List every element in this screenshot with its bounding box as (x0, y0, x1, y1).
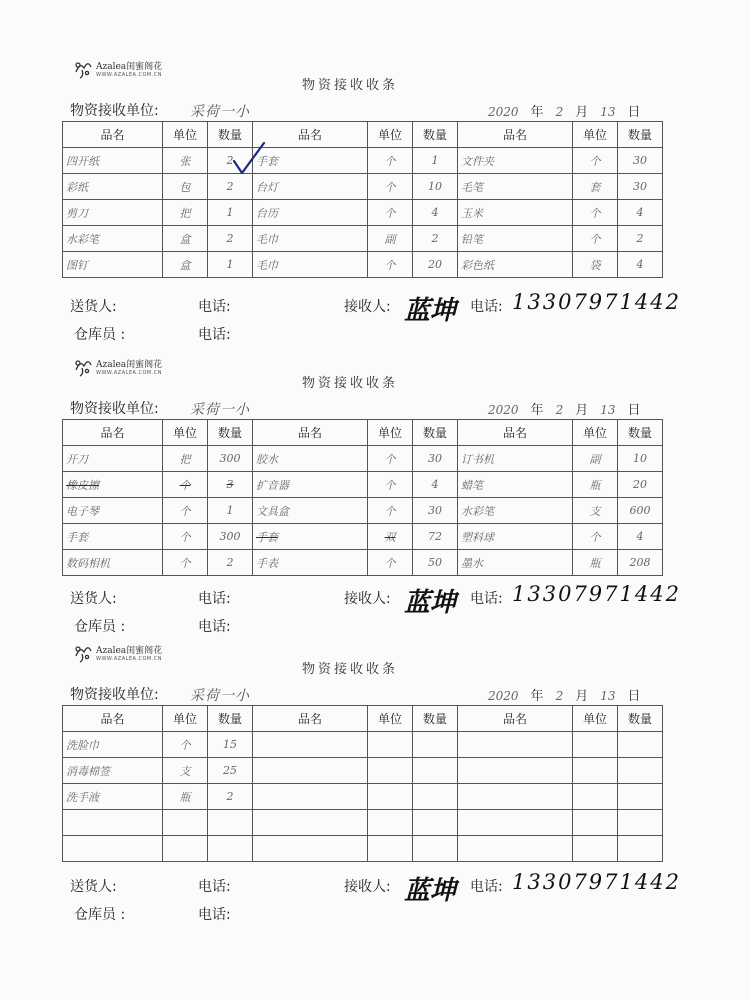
table-cell: 2 (208, 174, 253, 200)
warehouse-keeper-label: 仓库员 : (74, 619, 126, 635)
receiver-phone-number: 13307971442 (512, 870, 681, 894)
table-row (63, 446, 663, 472)
sender-label: 送货人: (70, 879, 117, 895)
table-cell (618, 784, 663, 810)
column-header: 单位 (163, 420, 208, 446)
table-header-row (63, 706, 663, 732)
column-header: 数量 (618, 706, 663, 732)
table-cell: 台灯 (253, 174, 368, 200)
table-cell (253, 758, 368, 784)
table-cell: 个 (573, 524, 618, 550)
table-cell: 洗脸巾 (63, 732, 163, 758)
table-cell: 塑料球 (458, 524, 573, 550)
column-header: 单位 (573, 706, 618, 732)
brand-logo-name: Azalea闺蜜阁花 (96, 62, 163, 72)
table-cell: 副 (573, 446, 618, 472)
table-cell: 1 (413, 148, 458, 174)
column-header: 品名 (63, 420, 163, 446)
date-m-char: 月 (575, 689, 589, 704)
date-y-char: 年 (530, 689, 544, 704)
checkmark-icon (232, 141, 266, 181)
column-header: 数量 (413, 706, 458, 732)
table-cell: 电子琴 (63, 498, 163, 524)
table-cell: 4 (618, 200, 663, 226)
table-cell: 个 (573, 226, 618, 252)
table-cell: 25 (208, 758, 253, 784)
table-cell: 15 (208, 732, 253, 758)
table-cell: 图钉 (63, 252, 163, 278)
brand-logo-name: Azalea闺蜜阁花 (96, 646, 163, 656)
table-cell (163, 836, 208, 862)
date-year: 2020 (488, 403, 519, 417)
table-cell: 支 (163, 758, 208, 784)
table-cell: 扩音器 (253, 472, 368, 498)
table-cell: 四开纸 (63, 148, 163, 174)
column-header: 数量 (413, 420, 458, 446)
table-cell: 订书机 (458, 446, 573, 472)
table-cell: 数码相机 (63, 550, 163, 576)
table-row (63, 498, 663, 524)
table-cell: 30 (413, 446, 458, 472)
table-cell (413, 784, 458, 810)
table-cell (458, 732, 573, 758)
table-cell: 4 (618, 524, 663, 550)
column-header: 数量 (413, 122, 458, 148)
table-cell: 1 (208, 498, 253, 524)
table-cell: 个 (163, 550, 208, 576)
table-cell: 600 (618, 498, 663, 524)
table-cell: 个 (368, 252, 413, 278)
table-row (63, 732, 663, 758)
column-header: 数量 (618, 122, 663, 148)
table-cell: 消毒棉签 (63, 758, 163, 784)
table-cell: 个 (368, 200, 413, 226)
table-cell: 毛笔 (458, 174, 573, 200)
form-title: 物资接收收条 (301, 376, 398, 391)
table-cell: 手表 (253, 550, 368, 576)
table-cell (618, 758, 663, 784)
table-cell (413, 758, 458, 784)
table-cell: 4 (413, 472, 458, 498)
table-cell (368, 758, 413, 784)
receiver-phone-label: 电话: (470, 591, 503, 607)
table-cell: 支 (573, 498, 618, 524)
table-cell: 个 (368, 148, 413, 174)
table-cell (253, 810, 368, 836)
table-cell (63, 836, 163, 862)
receiving-unit-label: 物资接收单位: (70, 401, 159, 417)
table-cell: 2 (208, 148, 253, 174)
table-cell: 彩色纸 (458, 252, 573, 278)
table-cell: 毛巾 (253, 252, 368, 278)
brand-logo-subtitle: WWW.AZALEA.COM.CN (96, 72, 163, 78)
table-cell (253, 836, 368, 862)
date-m-char: 月 (575, 403, 589, 418)
table-cell (458, 758, 573, 784)
table-cell: 双 (368, 524, 413, 550)
items-table (62, 121, 663, 278)
table-cell: 把 (163, 446, 208, 472)
column-header: 品名 (253, 706, 368, 732)
receiving-unit-value: 采荷一小 (190, 104, 250, 120)
brand-logo-subtitle: WWW.AZALEA.COM.CN (96, 656, 163, 662)
table-cell (368, 810, 413, 836)
table-cell: 蜡笔 (458, 472, 573, 498)
date-month: 2 (555, 105, 564, 119)
table-cell: 个 (163, 498, 208, 524)
column-header: 品名 (253, 122, 368, 148)
table-cell: 1 (208, 200, 253, 226)
table-cell: 30 (413, 498, 458, 524)
table-cell (573, 836, 618, 862)
column-header: 品名 (458, 420, 573, 446)
table-cell: 10 (618, 446, 663, 472)
table-cell: 1 (208, 252, 253, 278)
table-cell: 铅笔 (458, 226, 573, 252)
table-cell: 300 (208, 446, 253, 472)
table-row (63, 758, 663, 784)
warehouse-phone-label: 电话: (198, 327, 231, 343)
table-cell: 手套 (63, 524, 163, 550)
flower-logo-mark (72, 356, 94, 378)
receiving-unit-value: 采荷一小 (190, 402, 250, 418)
table-row (63, 226, 663, 252)
form-date (482, 399, 647, 418)
table-row (63, 810, 663, 836)
table-cell (208, 810, 253, 836)
table-cell: 20 (413, 252, 458, 278)
table-cell: 2 (208, 784, 253, 810)
date-d-char: 日 (627, 105, 641, 120)
table-cell (63, 810, 163, 836)
brand-logo (72, 356, 182, 382)
date-d-char: 日 (627, 689, 641, 704)
table-header-row (63, 122, 663, 148)
table-cell: 个 (368, 446, 413, 472)
table-cell: 开刀 (63, 446, 163, 472)
table-cell: 胶水 (253, 446, 368, 472)
table-cell (573, 758, 618, 784)
table-cell (413, 810, 458, 836)
receiver-signature: 蓝坤 (404, 296, 457, 326)
table-cell: 台历 (253, 200, 368, 226)
column-header: 品名 (63, 122, 163, 148)
table-cell: 300 (208, 524, 253, 550)
table-cell: 3 (208, 472, 253, 498)
table-cell: 彩纸 (63, 174, 163, 200)
table-cell (458, 784, 573, 810)
table-cell: 个 (368, 174, 413, 200)
table-cell: 橡皮擦 (63, 472, 163, 498)
table-cell (573, 810, 618, 836)
items-table (62, 419, 663, 576)
date-d-char: 日 (627, 403, 641, 418)
column-header: 品名 (458, 122, 573, 148)
items-table (62, 705, 663, 862)
column-header: 单位 (573, 420, 618, 446)
brand-logo (72, 58, 182, 84)
table-row (63, 148, 663, 174)
table-row (63, 252, 663, 278)
date-month: 2 (555, 689, 564, 703)
sender-phone-label: 电话: (198, 299, 231, 315)
table-cell: 个 (368, 550, 413, 576)
receiver-signature: 蓝坤 (404, 876, 457, 906)
table-row (63, 524, 663, 550)
receiver-signature: 蓝坤 (404, 588, 457, 618)
table-row (63, 836, 663, 862)
column-header: 单位 (573, 122, 618, 148)
receiver-label: 接收人: (344, 591, 391, 607)
table-cell: 72 (413, 524, 458, 550)
table-cell: 盒 (163, 252, 208, 278)
sender-phone-label: 电话: (198, 591, 231, 607)
column-header: 单位 (163, 706, 208, 732)
table-cell: 包 (163, 174, 208, 200)
column-header: 品名 (253, 420, 368, 446)
receiving-unit-label: 物资接收单位: (70, 103, 159, 119)
table-cell: 洗手液 (63, 784, 163, 810)
table-cell (368, 784, 413, 810)
warehouse-phone-label: 电话: (198, 907, 231, 923)
receiver-phone-label: 电话: (470, 879, 503, 895)
form-date (482, 685, 647, 704)
brand-logo (72, 642, 182, 668)
table-cell (618, 836, 663, 862)
warehouse-phone-label: 电话: (198, 619, 231, 635)
table-cell: 文件夹 (458, 148, 573, 174)
date-month: 2 (555, 403, 564, 417)
table-cell (573, 732, 618, 758)
form-title: 物资接收收条 (301, 662, 398, 677)
table-cell (458, 810, 573, 836)
table-cell: 毛巾 (253, 226, 368, 252)
table-cell: 张 (163, 148, 208, 174)
form-date (482, 101, 647, 120)
sender-phone-label: 电话: (198, 879, 231, 895)
flower-logo-mark (72, 642, 94, 664)
table-cell: 墨水 (458, 550, 573, 576)
table-cell: 30 (618, 148, 663, 174)
receiving-unit-value: 采荷一小 (190, 688, 250, 704)
table-cell: 20 (618, 472, 663, 498)
table-cell: 把 (163, 200, 208, 226)
table-cell: 手套 (253, 524, 368, 550)
column-header: 数量 (208, 706, 253, 732)
table-header-row (63, 420, 663, 446)
table-cell (208, 836, 253, 862)
table-cell (413, 836, 458, 862)
table-cell: 水彩笔 (63, 226, 163, 252)
table-cell: 瓶 (573, 550, 618, 576)
table-cell (368, 836, 413, 862)
date-year: 2020 (488, 105, 519, 119)
date-y-char: 年 (530, 105, 544, 120)
table-cell: 玉米 (458, 200, 573, 226)
receiver-label: 接收人: (344, 879, 391, 895)
sender-label: 送货人: (70, 299, 117, 315)
column-header: 单位 (163, 122, 208, 148)
table-cell: 个 (368, 498, 413, 524)
table-cell (413, 732, 458, 758)
table-cell: 个 (163, 732, 208, 758)
table-cell: 30 (618, 174, 663, 200)
table-cell: 副 (368, 226, 413, 252)
table-cell (573, 784, 618, 810)
table-cell: 盒 (163, 226, 208, 252)
column-header: 品名 (458, 706, 573, 732)
table-row (63, 784, 663, 810)
table-row (63, 200, 663, 226)
table-cell (253, 732, 368, 758)
column-header: 单位 (368, 420, 413, 446)
column-header: 单位 (368, 706, 413, 732)
table-cell: 2 (208, 226, 253, 252)
table-cell (458, 836, 573, 862)
receiver-phone-number: 13307971442 (512, 290, 681, 314)
receiver-phone-number: 13307971442 (512, 582, 681, 606)
date-m-char: 月 (575, 105, 589, 120)
table-cell: 208 (618, 550, 663, 576)
table-cell: 文具盒 (253, 498, 368, 524)
table-cell: 4 (618, 252, 663, 278)
column-header: 单位 (368, 122, 413, 148)
table-cell (163, 810, 208, 836)
column-header: 数量 (618, 420, 663, 446)
table-cell: 个 (163, 524, 208, 550)
table-cell: 个 (368, 472, 413, 498)
receiver-phone-label: 电话: (470, 299, 503, 315)
sender-label: 送货人: (70, 591, 117, 607)
table-cell (618, 732, 663, 758)
brand-logo-name: Azalea闺蜜阁花 (96, 360, 163, 370)
receiving-unit-label: 物资接收单位: (70, 687, 159, 703)
table-cell: 10 (413, 174, 458, 200)
table-cell: 瓶 (163, 784, 208, 810)
column-header: 品名 (63, 706, 163, 732)
table-row (63, 472, 663, 498)
date-day: 13 (600, 403, 616, 417)
date-day: 13 (600, 105, 616, 119)
table-cell: 瓶 (573, 472, 618, 498)
table-cell: 个 (573, 148, 618, 174)
date-year: 2020 (488, 689, 519, 703)
table-cell (618, 810, 663, 836)
receiver-label: 接收人: (344, 299, 391, 315)
table-cell: 套 (573, 174, 618, 200)
table-cell: 手套 (253, 148, 368, 174)
column-header: 数量 (208, 122, 253, 148)
table-cell: 50 (413, 550, 458, 576)
table-cell: 剪刀 (63, 200, 163, 226)
table-cell: 水彩笔 (458, 498, 573, 524)
date-y-char: 年 (530, 403, 544, 418)
brand-logo-subtitle: WWW.AZALEA.COM.CN (96, 370, 163, 376)
table-cell: 袋 (573, 252, 618, 278)
table-cell: 个 (573, 200, 618, 226)
date-day: 13 (600, 689, 616, 703)
table-cell: 2 (618, 226, 663, 252)
table-cell: 4 (413, 200, 458, 226)
warehouse-keeper-label: 仓库员 : (74, 327, 126, 343)
table-cell: 2 (413, 226, 458, 252)
warehouse-keeper-label: 仓库员 : (74, 907, 126, 923)
table-row (63, 174, 663, 200)
table-cell: 2 (208, 550, 253, 576)
column-header: 数量 (208, 420, 253, 446)
flower-logo-mark (72, 58, 94, 80)
table-cell (253, 784, 368, 810)
table-cell (368, 732, 413, 758)
table-cell: 个 (163, 472, 208, 498)
form-title: 物资接收收条 (301, 78, 398, 93)
table-row (63, 550, 663, 576)
